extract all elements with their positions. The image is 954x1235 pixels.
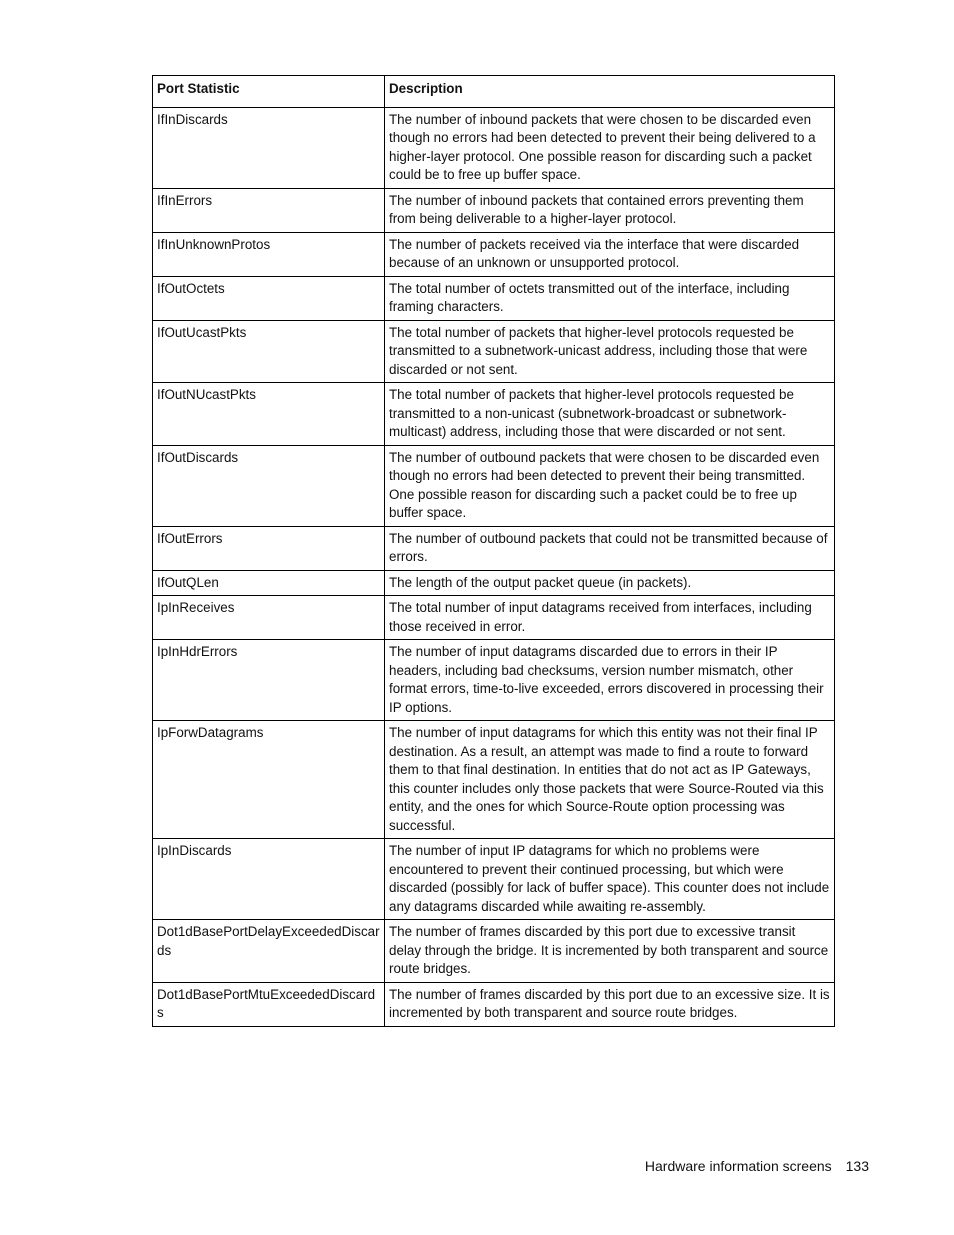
table-row [153,232,835,276]
table-row [153,383,835,446]
port-statistic-cell: IpInHdrErrors [153,640,385,721]
table-row [153,570,835,596]
table-row [153,839,835,920]
port-statistic-cell: IfInErrors [153,188,385,232]
table-row [153,982,835,1026]
description-cell: The number of frames discarded by this port due to excessive transit delay through the bridge. It is incremented by both transparent and source route bridges. [385,920,835,983]
table-row [153,445,835,526]
table-row [153,920,835,983]
port-statistic-cell: IfOutUcastPkts [153,320,385,383]
port-statistic-cell: IpInDiscards [153,839,385,920]
table-row [153,721,835,839]
port-statistic-cell: IfInUnknownProtos [153,232,385,276]
table-row [153,596,835,640]
port-statistic-cell: IfOutNUcastPkts [153,383,385,446]
table-row [153,188,835,232]
description-cell: The number of input IP datagrams for which no problems were encountered to prevent their continued processing, but which were discarded (possibly for lack of buffer space). This counter does not include any datagrams discarded while awaiting re-assembly. [385,839,835,920]
description-cell: The total number of packets that higher-level protocols requested be transmitted to a non-unicast (subnetwork-broadcast or subnetwork-multicast) address, including those that were discarded or not sent. [385,383,835,446]
port-statistic-cell: IpInReceives [153,596,385,640]
footer-section-title: Hardware information screens [644,1158,832,1174]
port-statistic-cell: IpForwDatagrams [153,721,385,839]
description-cell: The number of packets received via the interface that were discarded because of an unknown or unsupported protocol. [385,232,835,276]
table-row [153,107,835,188]
header-port-statistic: Port Statistic [153,76,385,108]
port-statistic-cell: Dot1dBasePortMtuExceededDiscards [153,982,385,1026]
description-cell: The number of outbound packets that could not be transmitted because of errors. [385,526,835,570]
description-cell: The number of inbound packets that contained errors preventing them from being deliverable to a higher-layer protocol. [385,188,835,232]
description-cell: The number of input datagrams for which this entity was not their final IP destination. As a result, an attempt was made to find a route to forward them to that final destination. In entities that do not act as IP Gateways, this counter includes only those packets that were Source-Routed via this entity, and the ones for which Source-Route option processing was successful. [385,721,835,839]
description-cell: The total number of input datagrams received from interfaces, including those received in error. [385,596,835,640]
description-cell: The number of input datagrams discarded due to errors in their IP headers, including bad checksums, version number mismatch, other format errors, time-to-live exceeded, errors discovered in processing their IP options. [385,640,835,721]
description-cell: The total number of packets that higher-level protocols requested be transmitted to a subnetwork-unicast address, including those that were discarded or not sent. [385,320,835,383]
description-cell: The length of the output packet queue (in packets). [385,570,835,596]
description-cell: The number of outbound packets that were chosen to be discarded even though no errors had been detected to prevent their being transmitted. One possible reason for discarding such a packet could be to free up buffer space. [385,445,835,526]
port-statistic-cell: IfInDiscards [153,107,385,188]
port-statistic-cell: IfOutOctets [153,276,385,320]
port-statistics-table [152,75,835,1027]
port-statistic-cell: IfOutDiscards [153,445,385,526]
table-row [153,526,835,570]
description-cell: The number of frames discarded by this port due to an excessive size. It is incremented by both transparent and source route bridges. [385,982,835,1026]
port-statistic-cell: IfOutErrors [153,526,385,570]
table-row [153,276,835,320]
table-row [153,320,835,383]
table-body [153,107,835,1026]
port-statistic-cell: IfOutQLen [153,570,385,596]
port-statistic-cell: Dot1dBasePortDelayExceededDiscards [153,920,385,983]
page-number: 133 [845,1158,869,1174]
table-header-row [153,76,835,108]
description-cell: The total number of octets transmitted out of the interface, including framing characters. [385,276,835,320]
description-cell: The number of inbound packets that were chosen to be discarded even though no errors had been detected to prevent their being delivered to a higher-layer protocol. One possible reason for discarding such a packet could be to free up buffer space. [385,107,835,188]
page-footer [645,1158,869,1174]
header-description: Description [385,76,835,108]
table-row [153,640,835,721]
